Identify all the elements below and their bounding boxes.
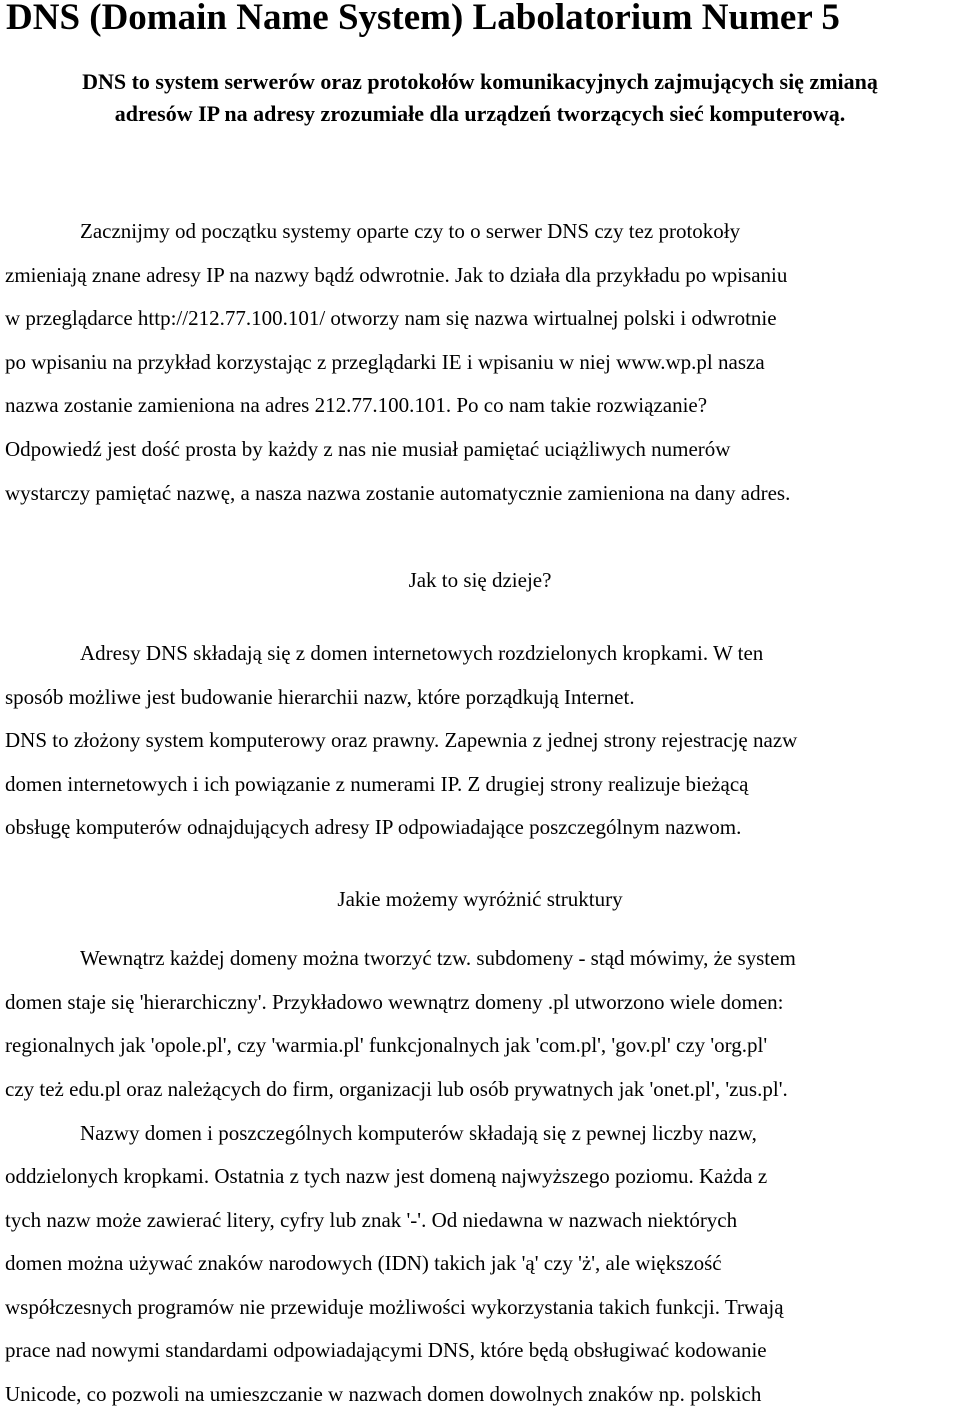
body-line: nazwa zostanie zamieniona na adres 212.77.100.101. Po co nam takie rozwiązanie?: [5, 393, 708, 417]
body-line: po wpisaniu na przykład korzystając z przeglądarki IE i wpisaniu w niej www.wp.pl nasza: [5, 350, 765, 374]
intro-paragraph: [0, 66, 960, 130]
body-line: w przeglądarce http://212.77.100.101/ otworzy nam się nazwa wirtualnej polski i odwrotnie: [5, 306, 777, 330]
body-line: Zacznijmy od początku systemy oparte czy to o serwer DNS czy tez protokoły: [80, 219, 741, 243]
body-line: obsługę komputerów odnajdujących adresy IP odpowiadające poszczególnym nazwom.: [5, 815, 742, 839]
intro-line: DNS to system serwerów oraz protokołów komunikacyjnych zajmujących się zmianą: [82, 69, 878, 94]
body-line: wystarczy pamiętać nazwę, a nasza nazwa zostanie automatycznie zamieniona na dany adres.: [5, 481, 791, 505]
section-heading: Jakie możemy wyróżnić struktury: [337, 887, 623, 911]
body-line: domen internetowych i ich powiązanie z numerami IP. Z drugiej strony realizuje bieżącą: [5, 772, 749, 796]
body-line: sposób możliwe jest budowanie hierarchii nazw, które porządkują Internet.: [5, 685, 635, 709]
body-line: Adresy DNS składają się z domen internetowych rozdzielonych kropkami. W ten: [80, 641, 764, 665]
body-line: prace nad nowymi standardami odpowiadającymi DNS, które będą obsługiwać kodowanie: [5, 1338, 767, 1362]
body-line: Wewnątrz każdej domeny można tworzyć tzw. subdomeny - stąd mówimy, że system: [80, 946, 796, 970]
section-heading: Jak to się dzieje?: [408, 568, 552, 592]
body-line: Nazwy domen i poszczególnych komputerów składają się z pewnej liczby nazw,: [80, 1121, 757, 1145]
body-line: współczesnych programów nie przewiduje możliwości wykorzystania takich funkcji. Trwają: [5, 1295, 784, 1319]
body-line: oddzielonych kropkami. Ostatnia z tych nazw jest domeną najwyższego poziomu. Każda z: [5, 1164, 768, 1188]
intro-line: adresów IP na adresy zrozumiałe dla urządzeń tworzących sieć komputerową.: [114, 101, 846, 126]
body-line: regionalnych jak 'opole.pl', czy 'warmia.pl' funkcjonalnych jak 'com.pl', 'gov.pl' czy 'org.pl': [5, 1033, 768, 1057]
body-line: Unicode, co pozwoli na umieszczanie w nazwach domen dowolnych znaków np. polskich: [5, 1382, 762, 1406]
page-title: DNS (Domain Name System) Labolatorium Numer 5: [6, 0, 840, 38]
body-line: tych nazw może zawierać litery, cyfry lub znak '-'. Od niedawna w nazwach niektórych: [5, 1208, 738, 1232]
body-line: zmieniają znane adresy IP na nazwy bądź odwrotnie. Jak to działa dla przykładu po wpisaniu: [5, 263, 788, 287]
body-line: czy też edu.pl oraz należących do firm, organizacji lub osób prywatnych jak 'onet.pl', 'zus.pl'.: [5, 1077, 788, 1101]
body-line: DNS to złożony system komputerowy oraz prawny. Zapewnia z jednej strony rejestrację nazw: [5, 728, 798, 752]
body-line: Odpowiedź jest dość prosta by każdy z nas nie musiał pamiętać uciążliwych numerów: [5, 437, 731, 461]
body-line: domen staje się 'hierarchiczny'. Przykładowo wewnątrz domeny .pl utworzono wiele domen:: [5, 990, 784, 1014]
body-line: domen można używać znaków narodowych (IDN) takich jak 'ą' czy 'ż', ale większość: [5, 1251, 722, 1275]
